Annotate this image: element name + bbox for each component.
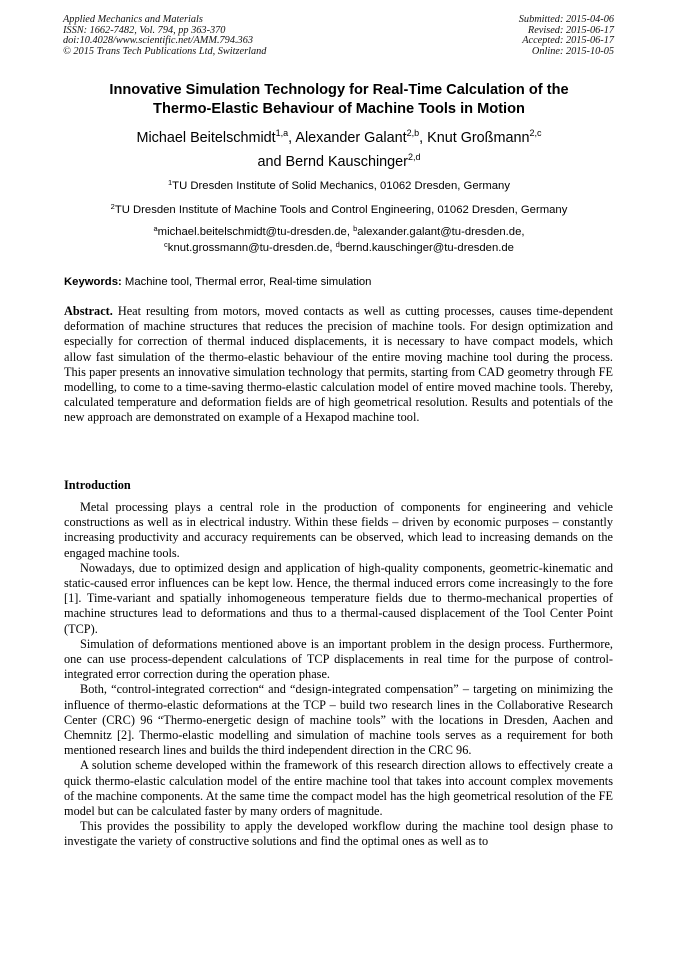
journal-doi: doi:10.4028/www.scientific.net/AMM.794.363 (63, 35, 253, 47)
email-superscript: a (153, 224, 158, 233)
affiliation-superscript: 2 (110, 202, 115, 211)
email-address: bernd.kauschinger@tu-dresden.de (339, 242, 514, 254)
email-address: michael.beitelschmidt@tu-dresden.de, (157, 226, 350, 238)
email-superscript: b (353, 224, 358, 233)
paragraph: A solution scheme developed within the framework of this research direction allows to effectively create a quick thermo-elastic calculation model of the entire machine tool that takes into account complex movements of the machine components. At the same time the compact model has the high geometrical resolution of the FE model but can be calculated faster by many orders of magnitude. (64, 758, 613, 819)
author-conjunction: and (257, 153, 282, 170)
keywords-text: Machine tool, Thermal error, Real-time simulation (124, 276, 372, 288)
affiliation-text: TU Dresden Institute of Machine Tools and Control Engineering, 01062 Dresden, Germany (114, 204, 568, 216)
keywords-label: Keywords: (64, 276, 122, 288)
author-superscript: 2,d (407, 151, 421, 162)
abstract-text: Heat resulting from motors, moved contacts as well as cutting processes, causes time-dependent deformation of machine structures that reduces the precision of machine tools. For design optimization and especially for correction of thermal induced displacements, it is necessary to have compact models, which allow fast simulation of the thermo-elastic behaviour of the entire moving machine tool during the process. This paper presents an innovative simulation technology that permits, starting from CAD geometry through FE modelling, to come to a time-saving thermo-elastic calculation model of entire moved machine tools. Thereby, calculated temperature and deformation fields are of high geometrical resolution. Results and potentials of the new approach are demonstrated on example of a Hexapod machine tool. (64, 304, 613, 425)
paragraph: Metal processing plays a central role in the production of components for engineering and vehicle constructions as well as in electrical industry. Within these fields – driven by economic purposes – constantly increasing productivity and accuracy requirements can be observed, which lead to increasing demands on the engaged machine tools. (64, 500, 613, 560)
paragraph: Nowadays, due to optimized design and application of high-quality components, geometric-kinematic and static-caused error influences can be kept low. Hence, the thermal induced errors come increasingly to the fore [1]. Time-variant and spatially inhomogeneous temperature fields due to thermo-mechanical properties of machine structures lead to deformations and thus to a thermal-caused displacement of the Tool Center Point (TCP). (64, 560, 613, 636)
author-superscript: 2,b (406, 128, 420, 138)
revised-date: Revised: 2015-06-17 (527, 24, 614, 36)
journal-info (63, 15, 266, 57)
email-line-2 (40, 240, 638, 256)
paper-title (40, 81, 638, 118)
author-list (40, 127, 638, 174)
email-line-1 (40, 224, 638, 240)
abstract-label: Abstract. (64, 304, 113, 318)
paragraph: Both, “control-integrated correction“ and “design-integrated compensation” – targeting on minimizing the influence of thermo-elastic deformations at the TCP – build two research lines in the Collaborative Research Center (CRC) 96 “Thermo-energetic design of machine tools” with the locations in Dresden, Aachen and Chemnitz [2]. Thermo-elastic modelling and simulation of machine tools serves as a requirement for both mentioned research lines and builds the third independent direction in the CRC 96. (64, 682, 613, 758)
affiliation-1 (40, 180, 638, 192)
author-name: Bernd Kauschinger (285, 153, 408, 170)
author-name: Knut Großmann (427, 130, 530, 146)
journal-copyright: © 2015 Trans Tech Publications Ltd, Switzerland (63, 45, 267, 57)
author-superscript: 2,c (529, 128, 542, 138)
title-line-2: Thermo-Elastic Behaviour of Machine Tools in Motion (153, 100, 525, 117)
introduction-body (64, 500, 613, 850)
email-superscript: c (164, 240, 168, 249)
section-heading: Introduction (64, 478, 131, 492)
journal-name: Applied Mechanics and Materials (63, 14, 203, 25)
abstract (64, 304, 613, 426)
affiliation-superscript: 1 (168, 178, 173, 187)
title-line-1: Innovative Simulation Technology for Real-Time Calculation of the (109, 82, 569, 98)
paragraph: Simulation of deformations mentioned above is an important problem in the design process. Furthermore, one can use process-dependent calculations of TCP displacements in real time for the purpose of control-integrated error correction during the operation phase. (64, 636, 613, 682)
author-superscript: 1,a (275, 128, 289, 138)
author-name: Michael Beitelschmidt (136, 130, 276, 146)
submission-dates (519, 15, 614, 57)
accepted-date: Accepted: 2015-06-17 (522, 35, 614, 47)
author-name: Alexander Galant (295, 130, 407, 146)
email-address: knut.grossmann@tu-dresden.de, (167, 242, 333, 254)
author-line-2 (40, 151, 638, 175)
email-superscript: d (335, 240, 340, 249)
author-line-1: Michael Beitelschmidt$^{1,a}$, Alexander Galant$^{2,b}$, Knut Großmann$^{2,c}$ (136, 128, 542, 146)
email-address: alexander.galant@tu-dresden.de, (357, 226, 525, 238)
affiliation-2 (40, 204, 638, 216)
submitted-date: Submitted: 2015-04-06 (518, 14, 614, 25)
keywords (64, 276, 371, 288)
paragraph: This provides the possibility to apply the developed workflow during the machine tool design phase to investigate the variety of constructive solutions and find the optimal ones as well as to (64, 819, 613, 849)
online-date: Online: 2015-10-05 (531, 45, 614, 57)
email-block (40, 224, 638, 256)
affiliation-text: TU Dresden Institute of Solid Mechanics, 01062 Dresden, Germany (172, 180, 510, 192)
journal-issn: ISSN: 1662-7482, Vol. 794, pp 363-370 (63, 24, 226, 36)
